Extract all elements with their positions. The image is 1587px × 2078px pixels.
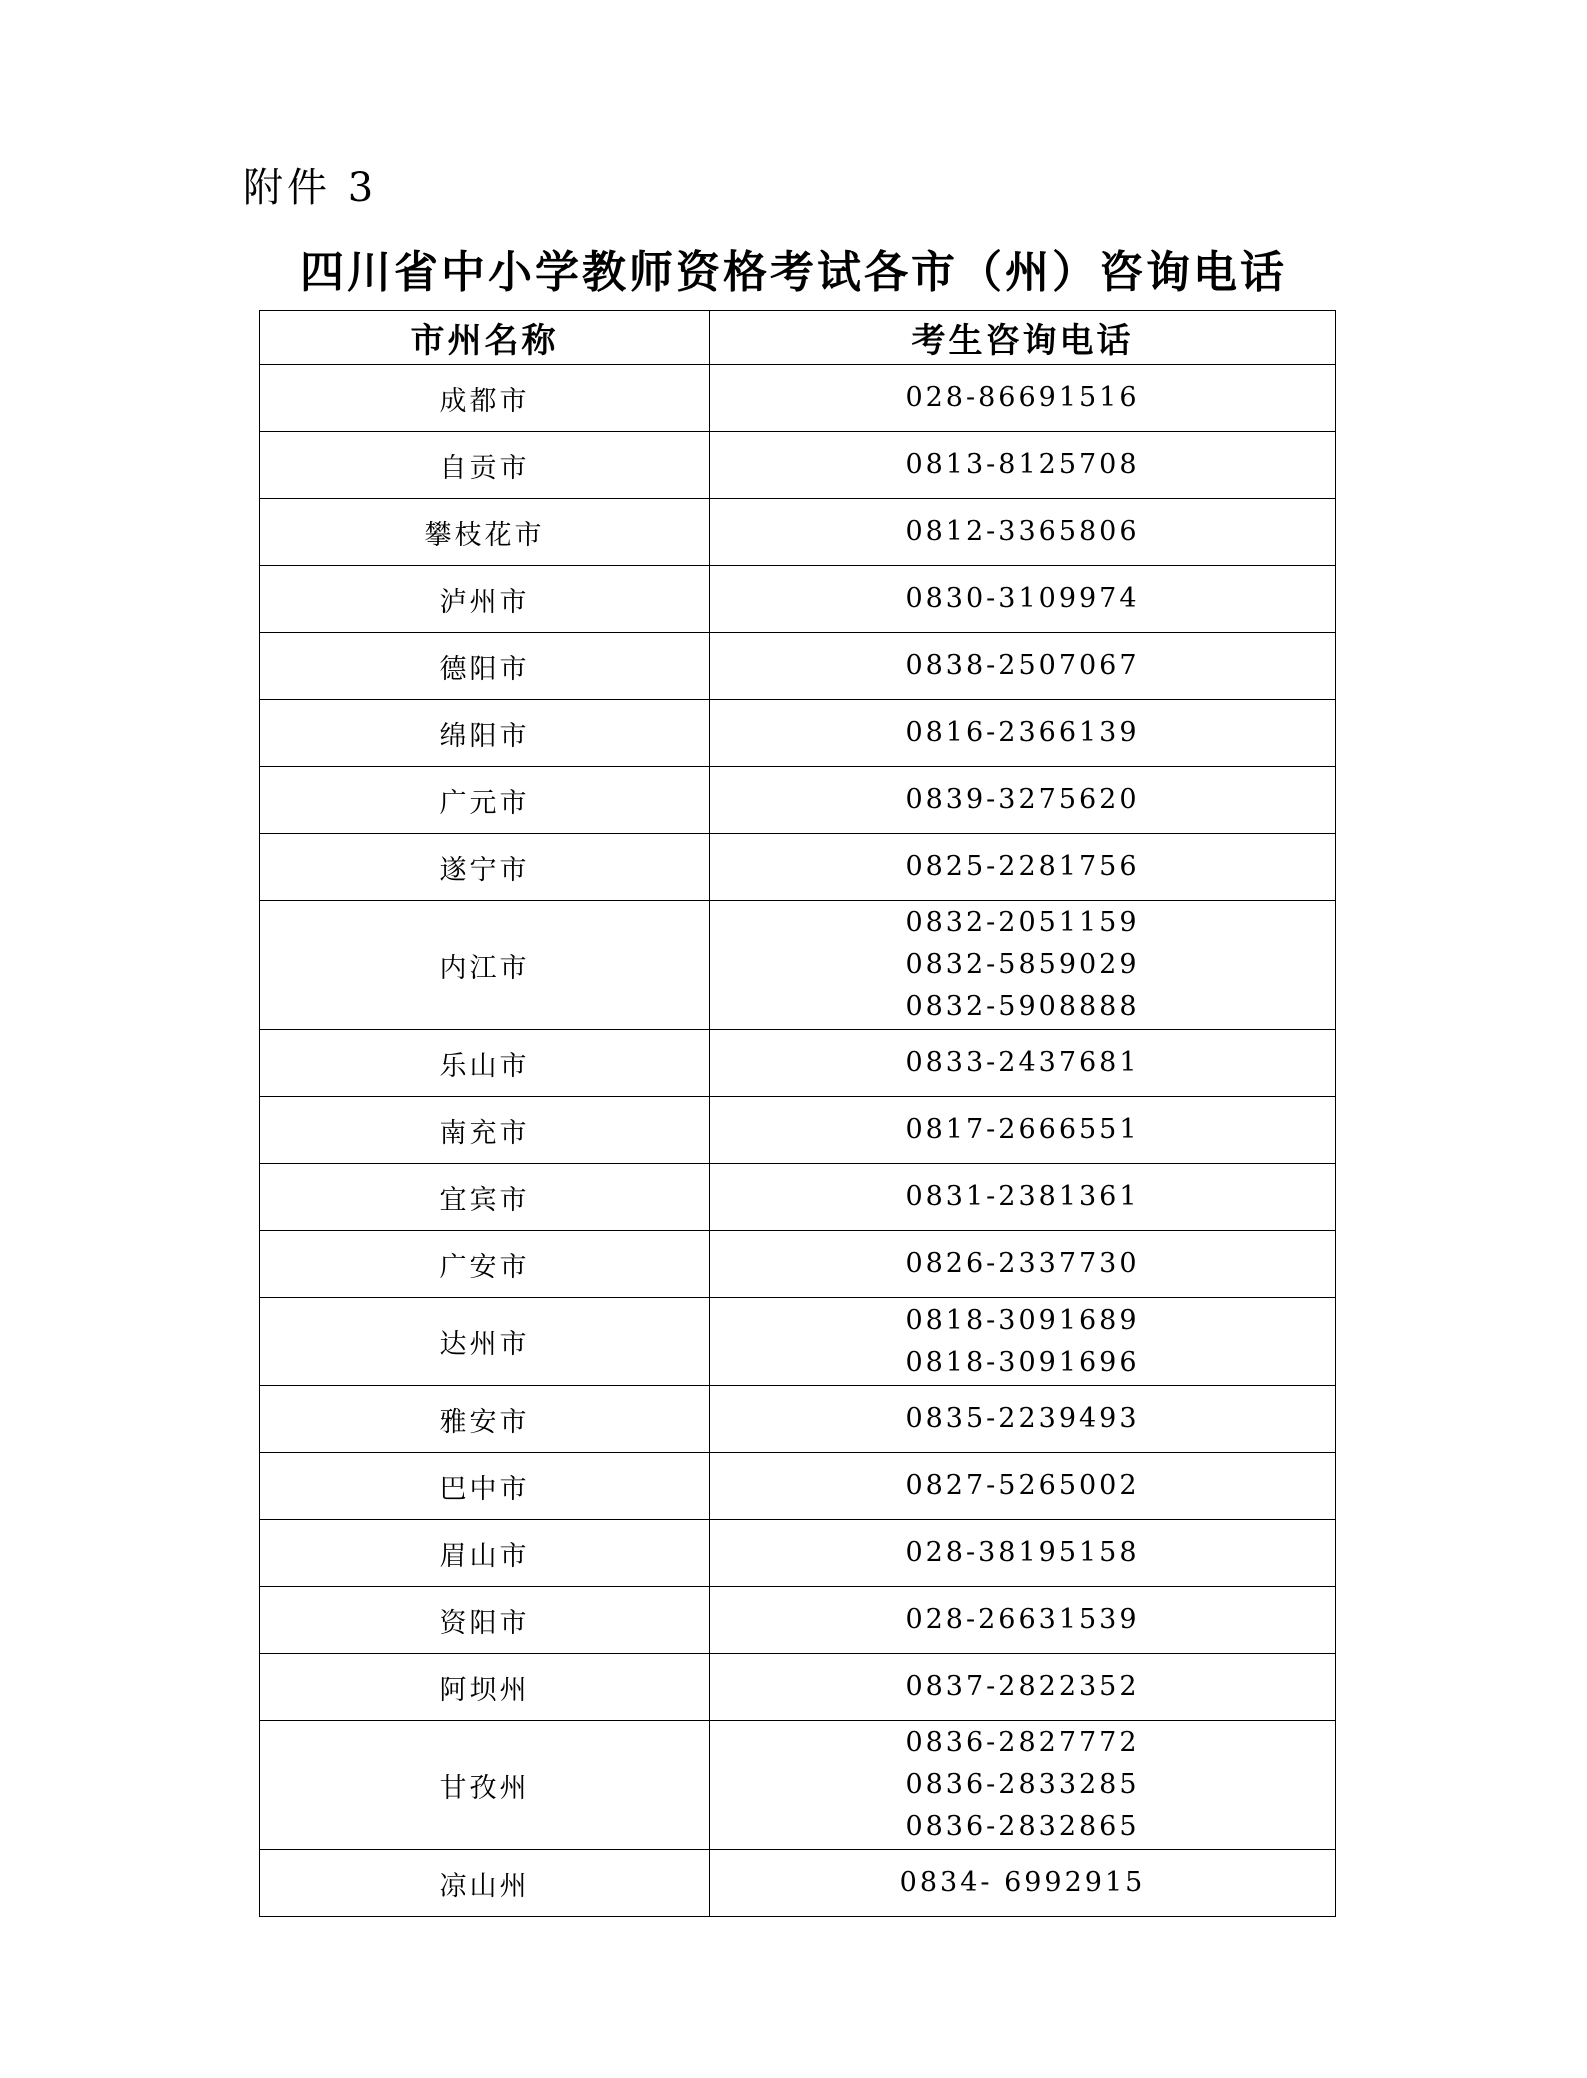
phone-number: 0834- 6992915 [899,1867,1146,1898]
phone-cell [710,1850,1336,1917]
phone-number: 0835-2239493 [905,1403,1140,1434]
phone-number: 0832-5859029 [905,949,1140,980]
city-name-cell: 自贡市 [260,432,710,499]
table-row [260,1721,1336,1850]
table-row [260,1097,1336,1164]
city-name-cell: 泸州市 [260,566,710,633]
phone-cell [710,1520,1336,1587]
phone-cell [710,1386,1336,1453]
city-name-cell: 巴中市 [260,1453,710,1520]
phone-number: 0832-5908888 [905,991,1140,1022]
city-name-cell: 南充市 [260,1097,710,1164]
table-row [260,767,1336,834]
header-city-name: 市州名称 [260,311,710,365]
table-header-row [260,311,1336,365]
table-row [260,432,1336,499]
table-row [260,633,1336,700]
city-name-cell: 宜宾市 [260,1164,710,1231]
city-name-cell: 资阳市 [260,1587,710,1654]
phone-number: 0831-2381361 [905,1181,1140,1212]
phone-cell [710,1164,1336,1231]
city-name-cell: 眉山市 [260,1520,710,1587]
attachment-label: 附件 3 [243,165,378,211]
table-body [260,365,1336,1917]
phone-cell [710,1587,1336,1654]
phone-number: 0816-2366139 [905,717,1140,748]
phone-number: 0839-3275620 [905,784,1140,815]
table-row [260,700,1336,767]
phone-cell [710,365,1336,432]
table-row [260,1164,1336,1231]
phone-cell [710,834,1336,901]
phone-number: 0813-8125708 [905,449,1140,480]
phone-number: 028-38195158 [905,1537,1140,1568]
table-row [260,1654,1336,1721]
table-row [260,365,1336,432]
table-row [260,901,1336,1030]
phone-number: 0827-5265002 [905,1470,1140,1501]
city-name-cell: 成都市 [260,365,710,432]
city-name-cell: 雅安市 [260,1386,710,1453]
phone-number: 0837-2822352 [905,1671,1140,1702]
city-name-cell: 达州市 [260,1298,710,1386]
city-name-cell: 阿坝州 [260,1654,710,1721]
table-row [260,1030,1336,1097]
phone-cell [710,1097,1336,1164]
table-row [260,1231,1336,1298]
table-row [260,834,1336,901]
table-row [260,1386,1336,1453]
table-row [260,1850,1336,1917]
table-row [260,1587,1336,1654]
phone-number: 0830-3109974 [905,583,1140,614]
phone-number: 028-86691516 [905,382,1140,413]
city-name-cell: 德阳市 [260,633,710,700]
table-row [260,566,1336,633]
city-name-cell: 遂宁市 [260,834,710,901]
city-name-cell: 乐山市 [260,1030,710,1097]
table-row [260,1453,1336,1520]
phone-number: 0838-2507067 [905,650,1140,681]
phone-cell [710,633,1336,700]
table-row [260,1520,1336,1587]
header-phone: 考生咨询电话 [710,311,1336,365]
city-name-cell: 绵阳市 [260,700,710,767]
phone-cell [710,1453,1336,1520]
phone-cell [710,432,1336,499]
table-row [260,1298,1336,1386]
consultation-phone-table [259,310,1336,1917]
phone-number: 0836-2827772 [905,1727,1140,1758]
phone-cell [710,1030,1336,1097]
city-name-cell: 广元市 [260,767,710,834]
phone-number: 0826-2337730 [905,1248,1140,1279]
phone-cell [710,1654,1336,1721]
phone-cell [710,1231,1336,1298]
phone-cell [710,1721,1336,1850]
table-row [260,499,1336,566]
phone-number: 0825-2281756 [905,851,1140,882]
city-name-cell: 广安市 [260,1231,710,1298]
phone-number: 0817-2666551 [905,1114,1140,1145]
document-title: 四川省中小学教师资格考试各市（州）咨询电话 [300,247,1287,298]
city-name-cell: 甘孜州 [260,1721,710,1850]
phone-number: 0832-2051159 [905,907,1140,938]
phone-number: 0833-2437681 [905,1047,1140,1078]
city-name-cell: 凉山州 [260,1850,710,1917]
phone-number: 0836-2833285 [905,1769,1140,1800]
phone-number: 0818-3091689 [905,1304,1140,1336]
phone-cell [710,767,1336,834]
phone-number: 0812-3365806 [905,516,1140,547]
city-name-cell: 内江市 [260,901,710,1030]
phone-cell [710,1298,1336,1386]
phone-number: 0836-2832865 [905,1811,1140,1842]
phone-number: 028-26631539 [905,1604,1140,1635]
phone-cell [710,566,1336,633]
city-name-cell: 攀枝花市 [260,499,710,566]
phone-cell [710,499,1336,566]
phone-cell [710,700,1336,767]
phone-number: 0818-3091696 [905,1346,1140,1378]
phone-cell [710,901,1336,1030]
